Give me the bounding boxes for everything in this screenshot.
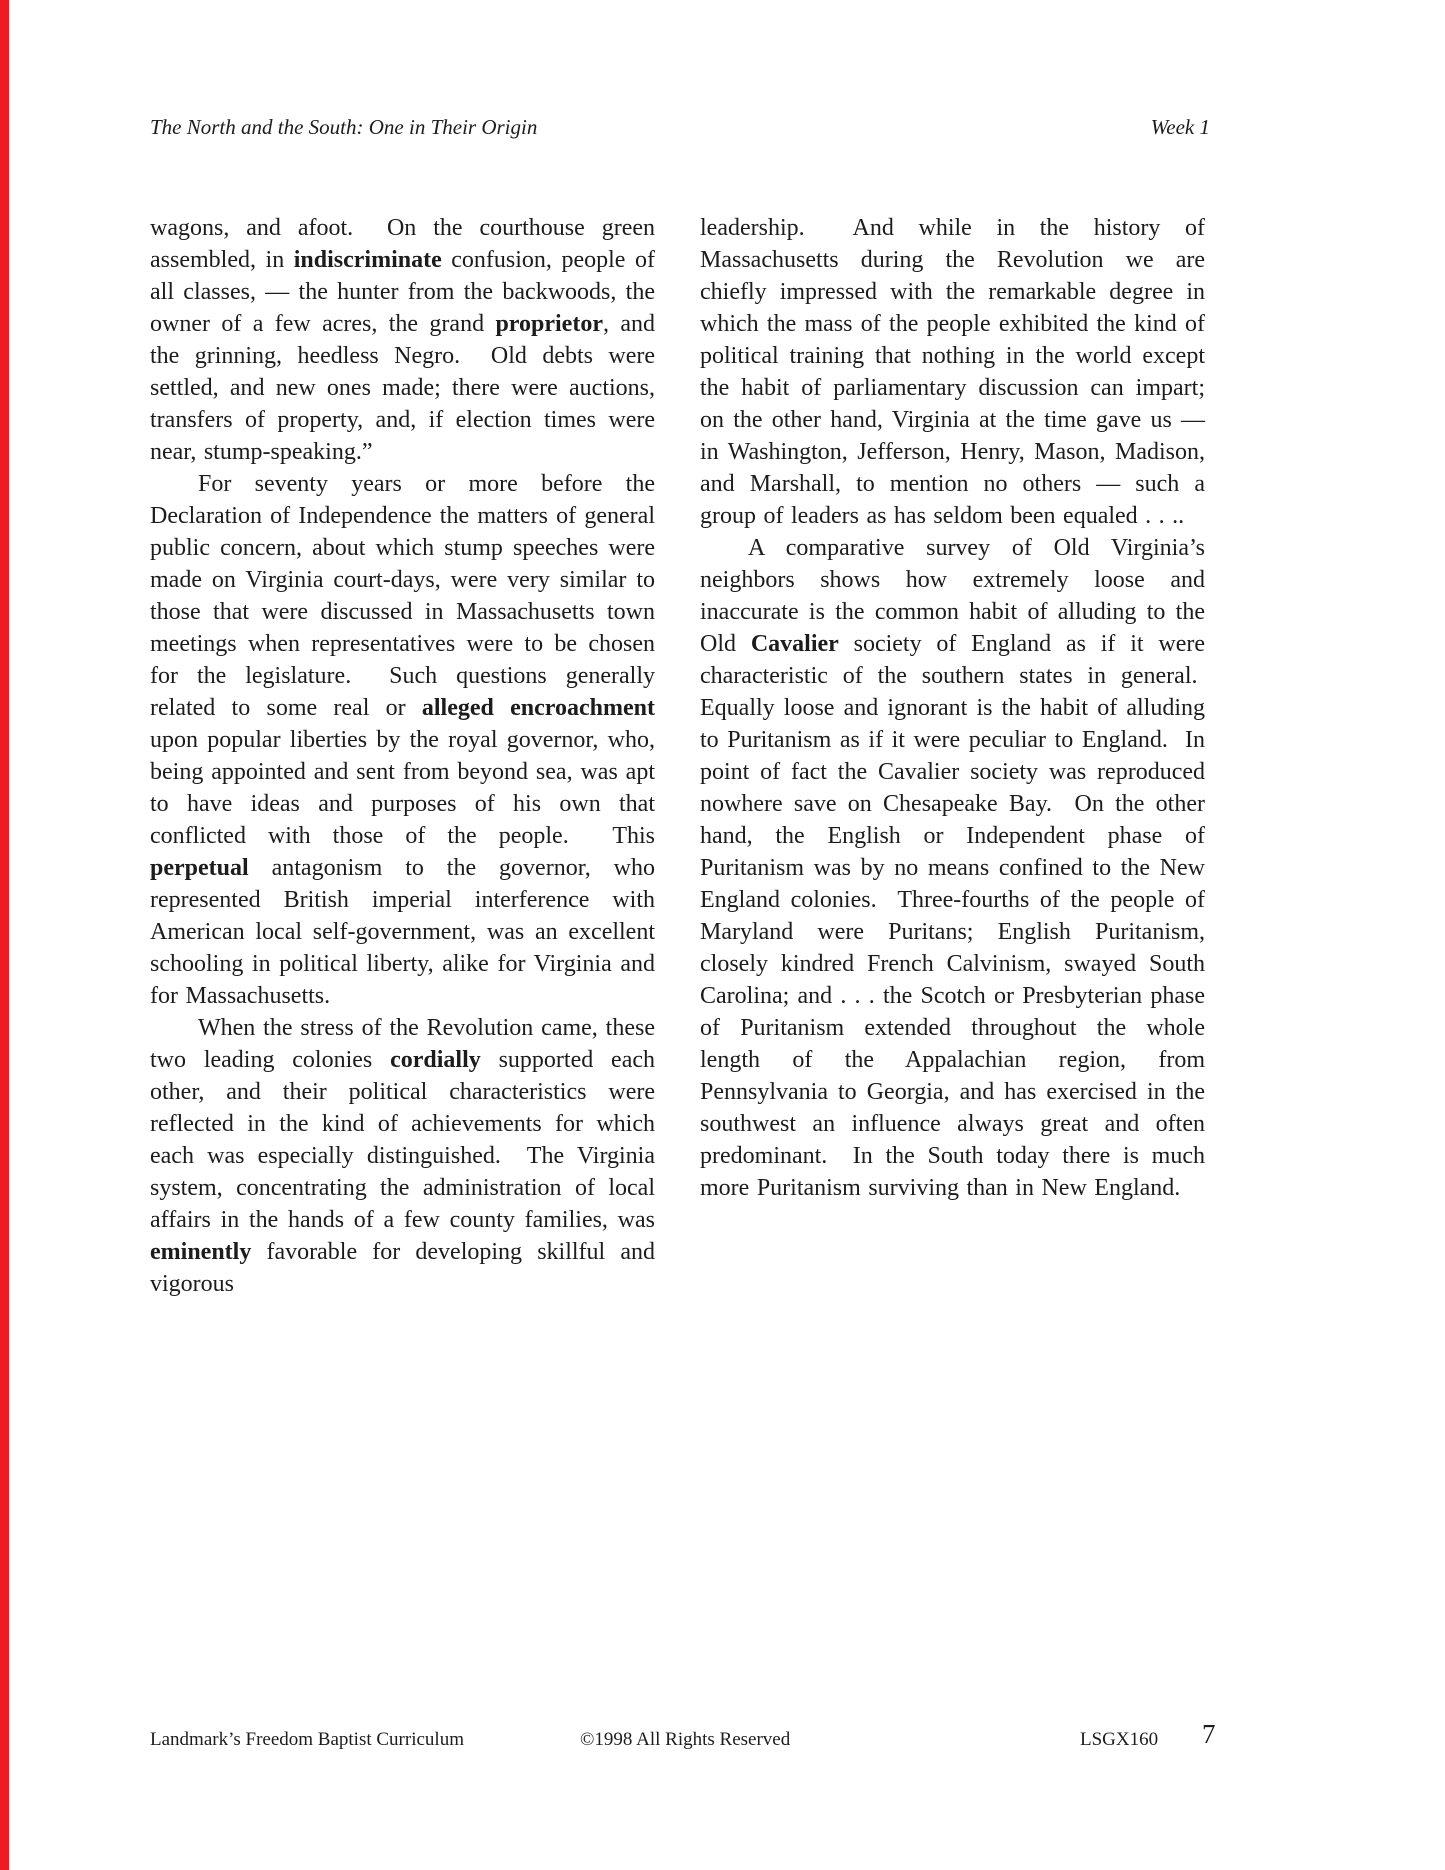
page-number: 7	[1202, 1719, 1216, 1749]
page-footer	[0, 1719, 1445, 1762]
footer-publisher: Landmark’s Freedom Baptist Curriculum	[150, 1729, 464, 1750]
paragraph: For seventy years or more before the Declaration of Independence the matters of general public concern, about which stump speeches were made on Virginia court-days, were very similar to those that were discussed in Massachusetts town meetings when representatives were to be chosen for the legislature. Such questions generally related to some real or alleged encroachment upon popular liberties by the royal governor, who, being appointed and sent from beyond sea, was apt to have ideas and purposes of his own that conflicted with those of the people. This perpetual antagonism to the governor, who represented British imperial interference with American local self-government, was an excellent schooling in political liberty, alike for Virginia and for Massachusetts.	[150, 471, 655, 1009]
right-column	[700, 212, 1205, 1300]
left-column	[150, 212, 655, 1300]
paragraph: When the stress of the Revolution came, these two leading colonies cordially supported each other, and their political characteristics were reflected in the kind of achievements for which each was especially distinguished. The Virginia system, concentrating the administration of local affairs in the hands of a few county families, was eminently favorable for developing skillful and vigorous	[150, 1015, 656, 1297]
week-label: Week 1	[1150, 115, 1210, 139]
paragraph: A comparative survey of Old Virginia’s neighbors shows how extremely loose and inaccurate is the common habit of alluding to the Old Cavalier society of England as if it were characteristic of the southern states in general. Equally loose and ignorant is the habit of alluding to Puritanism as if it were peculiar to England. In point of fact the Cavalier society was reproduced nowhere save on Chesapeake Bay. On the other hand, the English or Independent phase of Puritanism was by no means confined to the New England colonies. Three-fourths of the people of Maryland were Puritans; English Puritanism, closely kindred French Calvinism, swayed South Carolina; and . . . the Scotch or Presbyterian phase of Puritanism extended throughout the whole length of the Appalachian region, from Pennsylvania to Georgia, and has exercised in the southwest an influence always great and often predominant. In the South today there is much more Puritanism surviving than in New England.	[700, 535, 1205, 1201]
running-header-title: The North and the South: One in Their Origin	[150, 115, 538, 139]
scan-edge-stripe	[0, 0, 9, 1870]
footer-copyright: ©1998 All Rights Reserved	[580, 1729, 791, 1750]
running-header	[150, 114, 1210, 140]
paragraph: wagons, and afoot. On the courthouse green assembled, in indiscriminate confusion, people of all classes, — the hunter from the backwoods, the owner of a few acres, the grand proprietor, and the grinning, heedless Negro. Old debts were settled, and new ones made; there were auctions, transfers of property, and, if election times were near, stump-speaking.”	[150, 215, 655, 465]
footer-catalog-code: LSGX160	[1080, 1729, 1159, 1750]
article-body	[150, 212, 1205, 1300]
paragraph: leadership. And while in the history of Massachusetts during the Revolution we are chiefly impressed with the remarkable degree in which the mass of the people exhibited the kind of political training that nothing in the world except the habit of parliamentary discussion can impart; on the other hand, Virginia at the time gave us — in Washington, Jefferson, Henry, Mason, Madison, and Marshall, to mention no others — such a group of leaders as has seldom been equaled . . ..	[700, 215, 1205, 529]
